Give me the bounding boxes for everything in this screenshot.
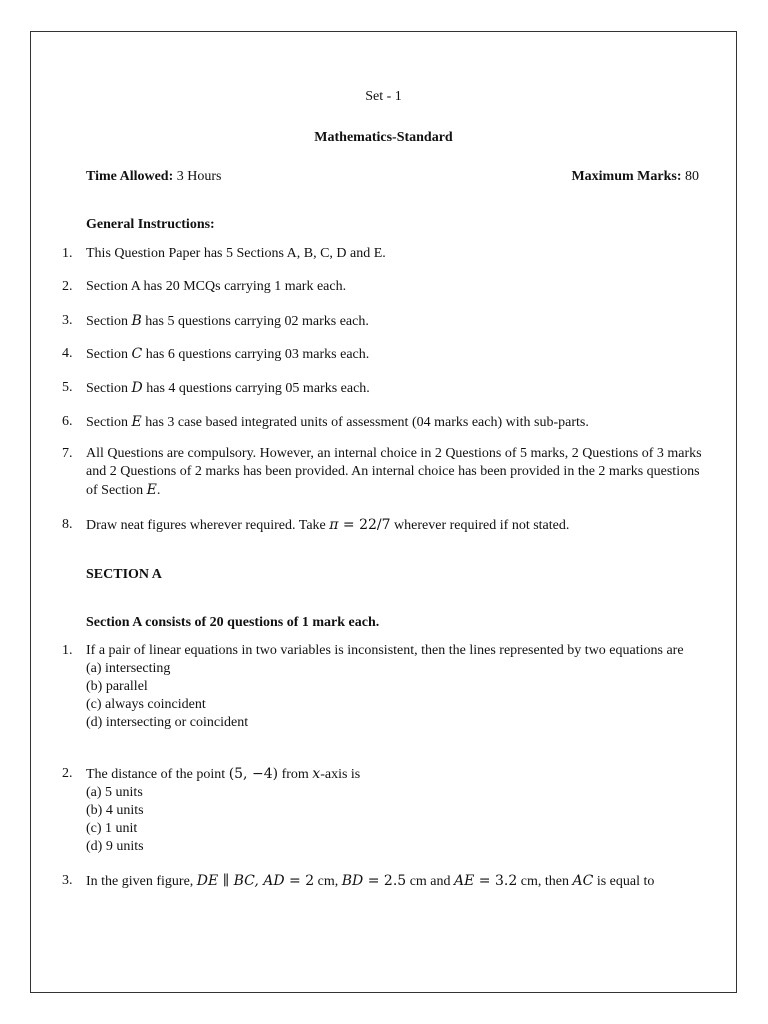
question-stem: The distance of the point (5, −4) from x-axis is bbox=[86, 766, 361, 782]
instruction-number: 1. bbox=[62, 246, 73, 261]
question-number: 3. bbox=[62, 873, 73, 888]
question-number: 1. bbox=[62, 643, 73, 658]
time-label: Time Allowed: bbox=[86, 169, 174, 184]
instruction-text: Section B has 5 questions carrying 02 marks each. bbox=[86, 313, 369, 329]
question-2 bbox=[86, 765, 706, 856]
answer-option: (d) 9 units bbox=[86, 839, 144, 854]
instruction-text: Section C has 6 questions carrying 03 marks each. bbox=[86, 346, 370, 362]
answer-option: (a) intersecting bbox=[86, 661, 171, 676]
set-label: Set - 1 bbox=[365, 89, 402, 104]
question-3: In the given figure, DE ∥ BC, AD = 2 cm, BD = 2.5 cm and AE = 3.2 cm, then AC is equal to bbox=[86, 873, 655, 889]
answer-option: (b) 4 units bbox=[86, 803, 144, 818]
section-title: SECTION A bbox=[86, 567, 162, 582]
page-title: Mathematics-Standard bbox=[314, 130, 453, 145]
instruction-number: 5. bbox=[62, 380, 73, 395]
instructions-heading: General Instructions: bbox=[86, 217, 215, 232]
marks-label: Maximum Marks: bbox=[571, 169, 682, 184]
instruction-number: 3. bbox=[62, 313, 73, 328]
instruction-number: 8. bbox=[62, 517, 73, 532]
answer-option: (c) 1 unit bbox=[86, 821, 138, 836]
instruction-text: Draw neat figures wherever required. Take π = 22/7 wherever required if not stated. bbox=[86, 517, 570, 533]
instruction-text: Section E has 3 case based integrated units of assessment (04 marks each) with sub-parts. bbox=[86, 414, 589, 430]
maximum-marks bbox=[571, 168, 699, 186]
answer-option: (c) always coincident bbox=[86, 697, 206, 712]
instruction-text: Section D has 4 questions carrying 05 marks each. bbox=[86, 380, 370, 396]
question-stem: If a pair of linear equations in two variables is inconsistent, then the lines represented by two equations are bbox=[86, 643, 684, 658]
question-1 bbox=[86, 642, 706, 732]
time-value: 3 Hours bbox=[176, 169, 222, 184]
section-subtitle: Section A consists of 20 questions of 1 mark each. bbox=[86, 615, 380, 630]
marks-value: 80 bbox=[685, 169, 699, 184]
instruction-text: Section A has 20 MCQs carrying 1 mark each. bbox=[86, 279, 347, 294]
answer-option: (d) intersecting or coincident bbox=[86, 715, 249, 730]
instruction-text: All Questions are compulsory. However, an internal choice in 2 Questions of 5 marks, 2 Questions of 3 marks and 2 Questions of 2 marks has been provided. An internal choice has been provided in the 2 marks questions of Section E. bbox=[86, 446, 702, 498]
instruction-number: 7. bbox=[62, 446, 73, 461]
instruction-number: 4. bbox=[62, 346, 73, 361]
answer-option: (b) parallel bbox=[86, 679, 148, 694]
answer-option: (a) 5 units bbox=[86, 785, 143, 800]
instruction-number: 2. bbox=[62, 279, 73, 294]
instruction-number: 6. bbox=[62, 414, 73, 429]
question-number: 2. bbox=[62, 766, 73, 781]
time-allowed bbox=[86, 168, 221, 186]
instruction-text: This Question Paper has 5 Sections A, B, C, D and E. bbox=[86, 246, 386, 261]
